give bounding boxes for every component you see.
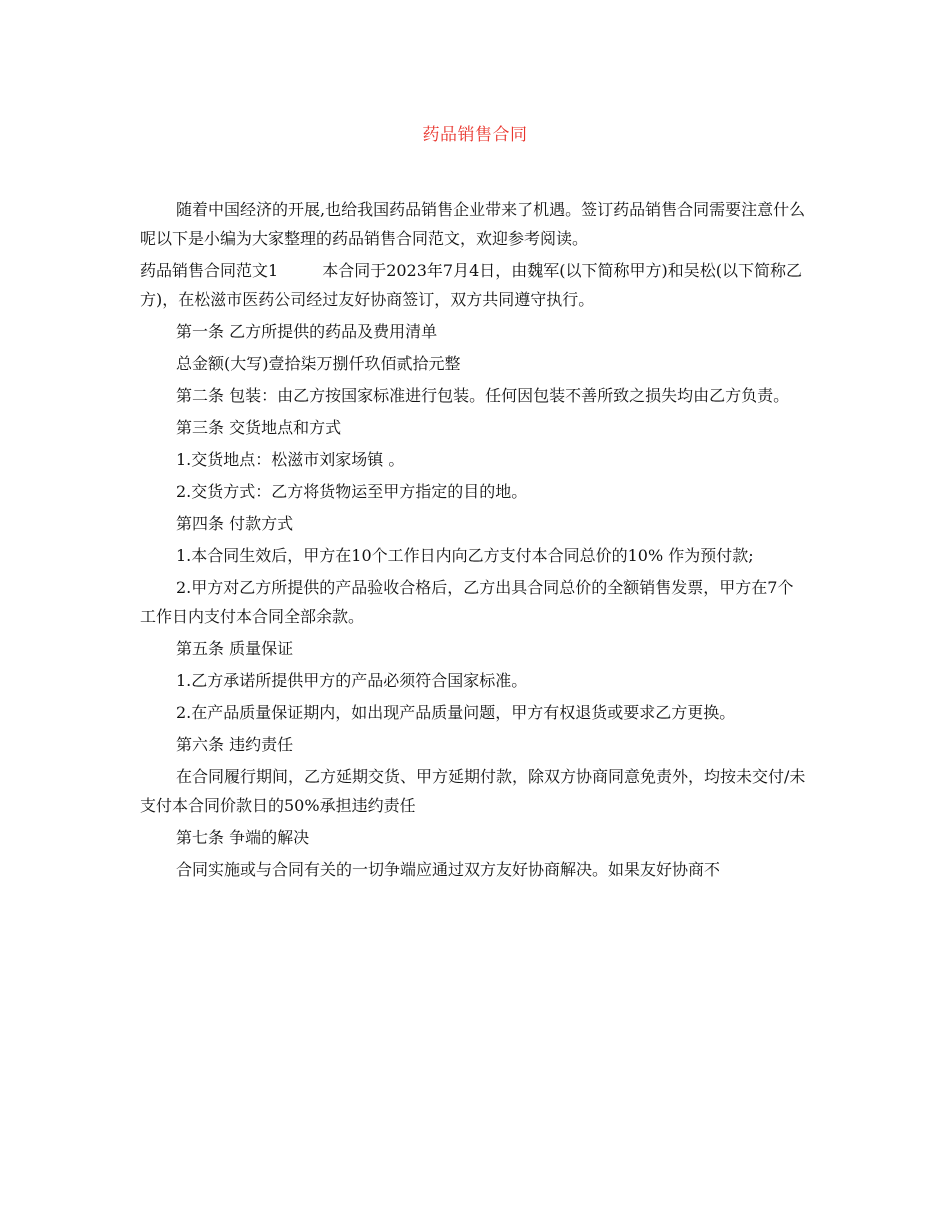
paragraph-label: 药品销售合同范文1 [140, 261, 279, 280]
paragraph [140, 573, 808, 631]
paragraph-text: 2.在产品质量保证期内，如出现产品质量问题，甲方有权退货或要求乙方更换。 [176, 703, 736, 722]
paragraph [140, 195, 808, 253]
paragraph-text: 随着中国经济的开展,也给我国药品销售企业带来了机遇。签订药品销售合同需要注意什么呢以下是小编为大家整理的药品销售合同范文，欢迎参考阅读。 [140, 200, 806, 248]
paragraph-text: 1.本合同生效后，甲方在10个工作日内向乙方支付本合同总价的10% 作为预付款; [176, 546, 754, 565]
paragraph [140, 381, 808, 410]
paragraph [140, 730, 808, 759]
paragraph-text: 在合同履行期间，乙方延期交货、甲方延期付款，除双方协商同意免责外，均按未交付/未支付本合同价款日的50%承担违约责任 [140, 767, 806, 815]
paragraph-text: 第五条 质量保证 [176, 639, 294, 658]
paragraph [140, 698, 808, 727]
paragraph-text: 合同实施或与合同有关的一切争端应通过双方友好协商解决。如果友好协商不 [176, 860, 721, 879]
paragraph [140, 666, 808, 695]
document-title: 药品销售合同 [422, 125, 528, 145]
paragraph-text: 第四条 付款方式 [176, 514, 294, 533]
paragraph-text: 第六条 违约责任 [176, 735, 294, 754]
paragraph-text: 1.乙方承诺所提供甲方的产品必须符合国家标准。 [176, 671, 528, 690]
paragraph-text: 第三条 交货地点和方式 [176, 418, 342, 437]
paragraph [140, 349, 808, 378]
paragraph-text: 第二条 包装：由乙方按国家标准进行包装。任何因包装不善所致之损失均由乙方负责。 [176, 386, 790, 405]
paragraph [140, 445, 808, 474]
paragraph [140, 413, 808, 442]
paragraph-text: 第七条 争端的解决 [176, 828, 310, 847]
paragraph-text: 第一条 乙方所提供的药品及费用清单 [176, 322, 438, 341]
paragraph [140, 509, 808, 538]
paragraph [140, 317, 808, 346]
paragraph-text: 2.交货方式：乙方将货物运至甲方指定的目的地。 [176, 482, 528, 501]
paragraph-text: 本合同于2023年7月4日，由魏军(以下简称甲方)和吴松(以下简称乙方)，在松滋市医药公司经过友好协商签订，双方共同遵守执行。 [140, 261, 802, 309]
paragraph [140, 477, 808, 506]
paragraph [140, 762, 808, 820]
paragraph [140, 823, 808, 852]
paragraph [140, 541, 808, 570]
paragraph [140, 634, 808, 663]
document-body [140, 195, 808, 887]
paragraph [140, 855, 808, 884]
paragraph-text: 总金额(大写)壹拾柒万捌仟玖佰贰拾元整 [176, 354, 461, 373]
paragraph [140, 256, 808, 314]
paragraph-text: 2.甲方对乙方所提供的产品验收合格后，乙方出具合同总价的全额销售发票，甲方在7个工作日内支付本合同全部余款。 [140, 578, 794, 626]
paragraph-text: 1.交货地点：松滋市刘家场镇 。 [176, 450, 405, 469]
